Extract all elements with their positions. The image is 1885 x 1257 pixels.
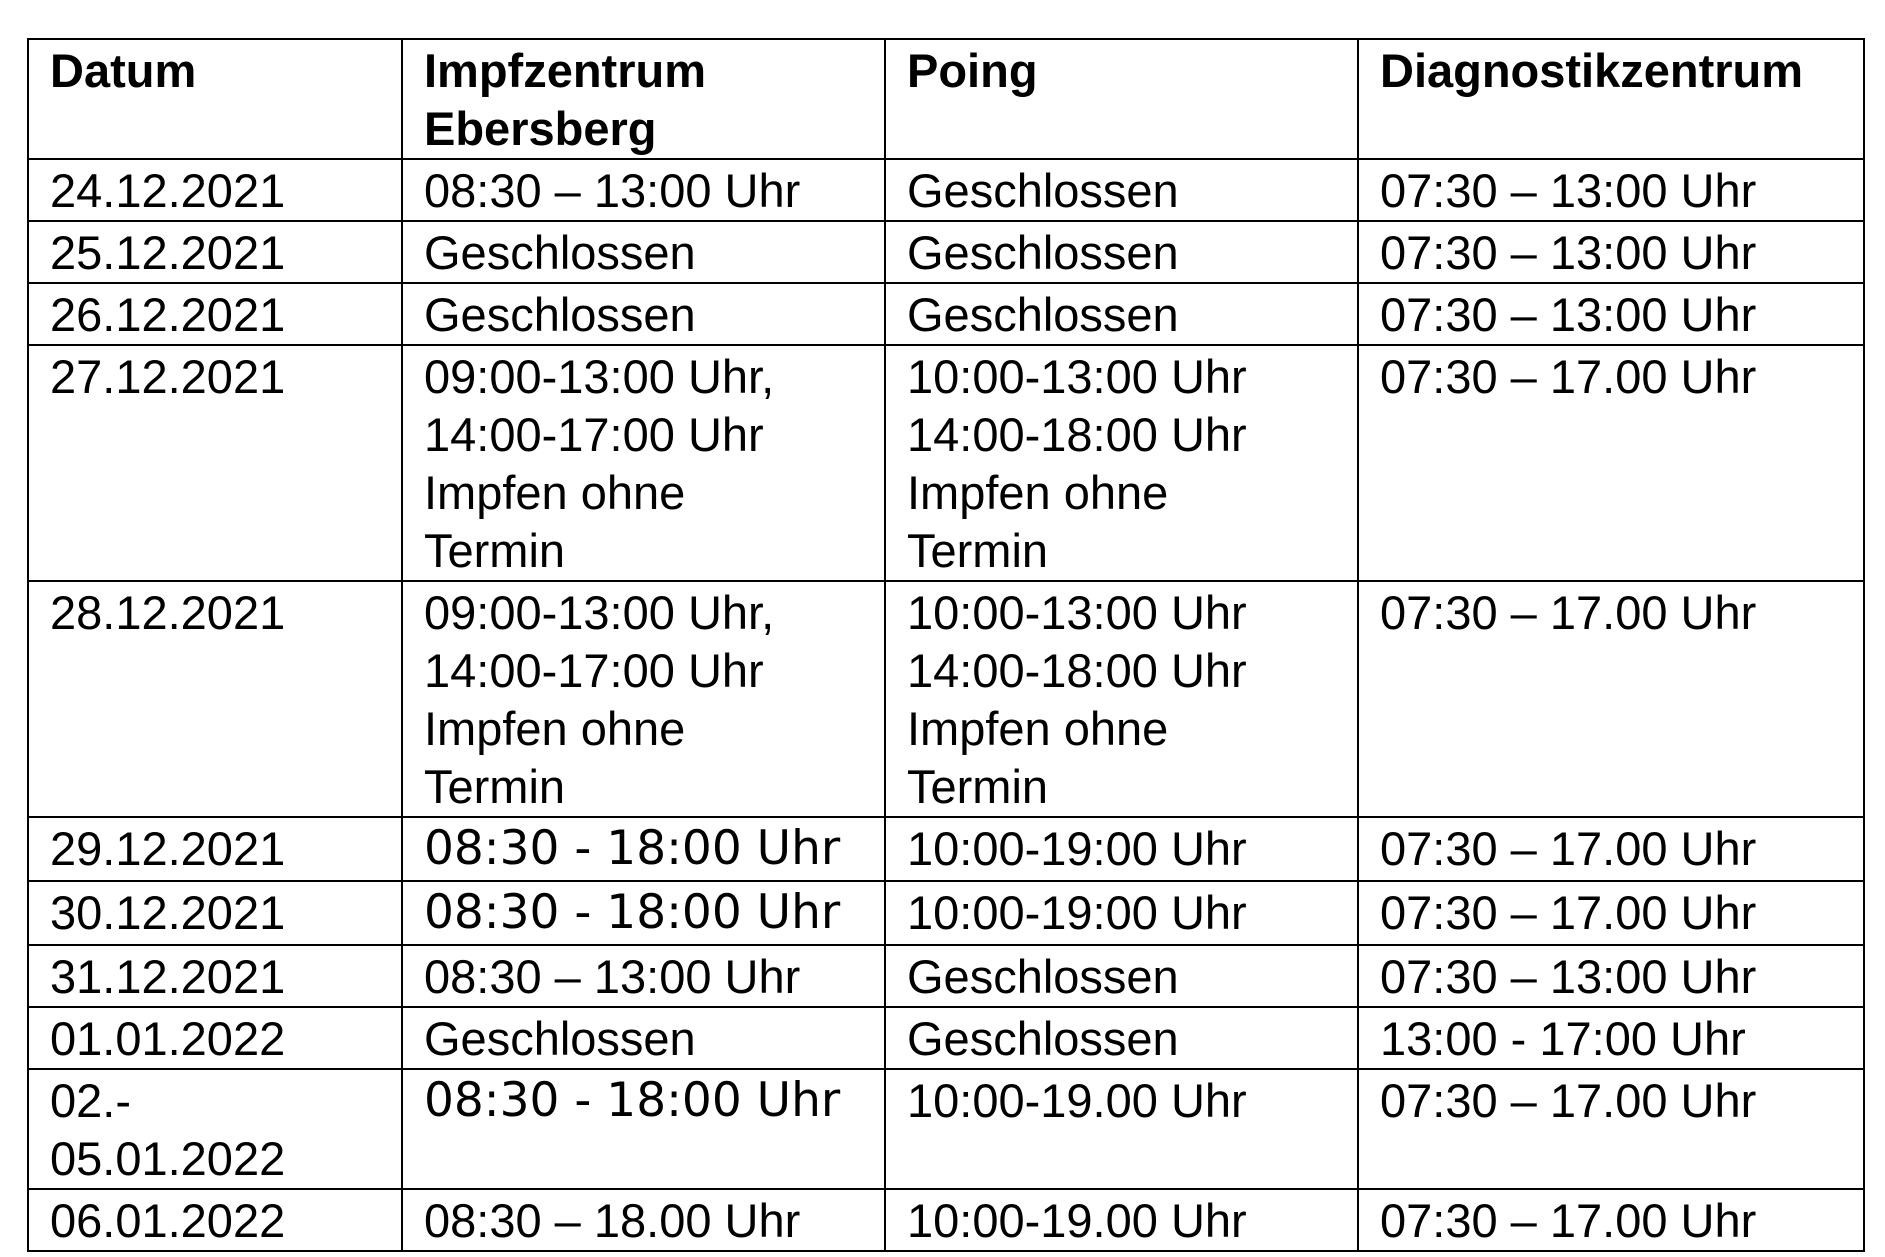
cell-diagnostik: 07:30 – 13:00 Uhr: [1358, 221, 1864, 283]
cell-diagnostik: 07:30 – 13:00 Uhr: [1358, 945, 1864, 1007]
cell-poing: Geschlossen: [885, 159, 1358, 221]
header-datum: Datum: [28, 39, 402, 159]
table-row: [28, 581, 1864, 817]
schedule-header: [28, 39, 1864, 159]
header-poing: Poing: [885, 39, 1358, 159]
cell-ebersberg: Geschlossen: [402, 221, 885, 283]
table-row: [28, 817, 1864, 881]
cell-diagnostik: 07:30 – 17.00 Uhr: [1358, 881, 1864, 945]
table-row: [28, 283, 1864, 345]
cell-poing: Geschlossen: [885, 945, 1358, 1007]
cell-diagnostik: 07:30 – 17.00 Uhr: [1358, 817, 1864, 881]
cell-datum: 30.12.2021: [28, 881, 402, 945]
cell-ebersberg: 08:30 – 13:00 Uhr: [402, 159, 885, 221]
table-row: [28, 1007, 1864, 1069]
header-diagnostikzentrum: Diagnostikzentrum: [1358, 39, 1864, 159]
cell-poing: 10:00-19.00 Uhr: [885, 1069, 1358, 1189]
table-row: [28, 159, 1864, 221]
cell-datum: 01.01.2022: [28, 1007, 402, 1069]
cell-poing: 10:00-13:00 Uhr 14:00-18:00 Uhr Impfen ohne Termin: [885, 345, 1358, 581]
table-row: [28, 1189, 1864, 1251]
cell-ebersberg: 08:30 – 13:00 Uhr: [402, 945, 885, 1007]
cell-datum: 25.12.2021: [28, 221, 402, 283]
cell-diagnostik: 07:30 – 13:00 Uhr: [1358, 159, 1864, 221]
cell-ebersberg: Geschlossen: [402, 283, 885, 345]
cell-datum: 27.12.2021: [28, 345, 402, 581]
header-row: [28, 39, 1864, 159]
cell-datum: 31.12.2021: [28, 945, 402, 1007]
cell-datum: 02.- 05.01.2022: [28, 1069, 402, 1189]
cell-diagnostik: 07:30 – 13:00 Uhr: [1358, 283, 1864, 345]
cell-diagnostik: 07:30 – 17.00 Uhr: [1358, 1069, 1864, 1189]
table-row: [28, 945, 1864, 1007]
cell-ebersberg: 08:30 - 18:00 Uhr: [402, 881, 885, 945]
cell-datum: 26.12.2021: [28, 283, 402, 345]
cell-datum: 29.12.2021: [28, 817, 402, 881]
table-row: [28, 881, 1864, 945]
cell-ebersberg: 09:00-13:00 Uhr, 14:00-17:00 Uhr Impfen ohne Termin: [402, 581, 885, 817]
cell-datum: 28.12.2021: [28, 581, 402, 817]
table-row: [28, 345, 1864, 581]
cell-diagnostik: 07:30 – 17.00 Uhr: [1358, 1189, 1864, 1251]
cell-datum: 24.12.2021: [28, 159, 402, 221]
cell-poing: 10:00-19.00 Uhr: [885, 1189, 1358, 1251]
cell-diagnostik: 13:00 - 17:00 Uhr: [1358, 1007, 1864, 1069]
cell-diagnostik: 07:30 – 17.00 Uhr: [1358, 345, 1864, 581]
schedule-body: [28, 159, 1864, 1251]
cell-poing: 10:00-19:00 Uhr: [885, 881, 1358, 945]
cell-ebersberg: Geschlossen: [402, 1007, 885, 1069]
cell-poing: 10:00-19:00 Uhr: [885, 817, 1358, 881]
cell-ebersberg: 08:30 – 18.00 Uhr: [402, 1189, 885, 1251]
cell-datum: 06.01.2022: [28, 1189, 402, 1251]
header-impfzentrum-ebersberg: Impfzentrum Ebersberg: [402, 39, 885, 159]
cell-ebersberg: 08:30 - 18:00 Uhr: [402, 817, 885, 881]
cell-poing: Geschlossen: [885, 283, 1358, 345]
cell-diagnostik: 07:30 – 17.00 Uhr: [1358, 581, 1864, 817]
cell-poing: 10:00-13:00 Uhr 14:00-18:00 Uhr Impfen ohne Termin: [885, 581, 1358, 817]
table-row: [28, 221, 1864, 283]
table-row: [28, 1069, 1864, 1189]
schedule-table: [27, 38, 1865, 1252]
cell-ebersberg: 09:00-13:00 Uhr, 14:00-17:00 Uhr Impfen ohne Termin: [402, 345, 885, 581]
cell-ebersberg: 08:30 - 18:00 Uhr: [402, 1069, 885, 1189]
cell-poing: Geschlossen: [885, 1007, 1358, 1069]
cell-poing: Geschlossen: [885, 221, 1358, 283]
